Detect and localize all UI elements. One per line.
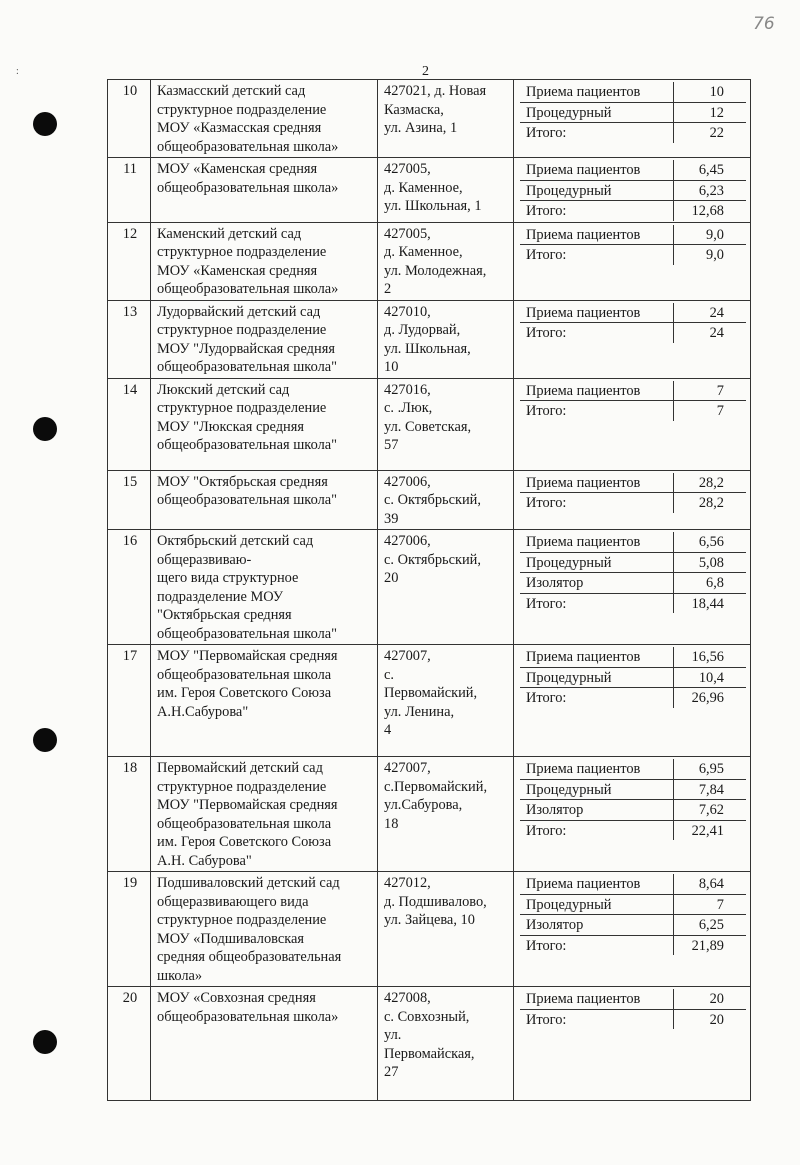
room-row xyxy=(520,82,746,102)
room-name: Приема пациентов xyxy=(520,82,674,102)
room-value: 7 xyxy=(674,894,747,915)
room-name: Изолятор xyxy=(520,915,674,936)
table-row xyxy=(108,530,751,645)
room-value: 7,62 xyxy=(674,800,747,821)
room-row xyxy=(520,401,746,421)
room-name: Приема пациентов xyxy=(520,473,674,493)
rooms-list xyxy=(520,989,746,1029)
table-row xyxy=(108,300,751,378)
room-row xyxy=(520,473,746,493)
organization-address: 427007, с.Первомайский, ул.Сабурова, 18 xyxy=(378,757,514,872)
rooms-list xyxy=(520,874,746,955)
room-row xyxy=(520,820,746,840)
rooms-list xyxy=(520,647,746,708)
rooms-list xyxy=(520,381,746,421)
table-row xyxy=(108,872,751,987)
organization-address: 427010, д. Лудорвай, ул. Школьная, 10 xyxy=(378,300,514,378)
organization-address: 427021, д. Новая Казмаска, ул. Азина, 1 xyxy=(378,80,514,158)
row-number: 12 xyxy=(108,222,151,300)
room-name: Итого: xyxy=(520,688,674,708)
rooms-list xyxy=(520,160,746,221)
room-name: Процедурный xyxy=(520,102,674,123)
room-value: 24 xyxy=(709,325,724,341)
room-name: Изолятор xyxy=(520,800,674,821)
organization-name: МОУ "Первомайская средняя общеобразовательная школа им. Героя Советского Союза А.Н.Сабурова" xyxy=(151,645,378,757)
organization-name: МОУ «Каменская средняя общеобразовательная школа» xyxy=(151,158,378,223)
room-name: Итого: xyxy=(520,1009,674,1029)
room-value: 6,45 xyxy=(674,160,747,180)
room-row xyxy=(520,667,746,688)
punch-hole-3 xyxy=(33,728,57,752)
room-value: 21,89 xyxy=(691,937,724,954)
organization-name: Октябрьский детский сад общеразвиваю- щего вида структурное подразделение МОУ "Октябрьская средняя общеобразовательная школа" xyxy=(151,530,378,645)
punch-hole-4 xyxy=(33,1030,57,1054)
row-number: 13 xyxy=(108,300,151,378)
row-number: 20 xyxy=(108,987,151,1101)
room-name: Приема пациентов xyxy=(520,225,674,245)
table-row xyxy=(108,158,751,223)
room-value: 5,08 xyxy=(674,552,747,573)
room-value: 7 xyxy=(674,381,747,401)
room-row xyxy=(520,935,746,955)
room-name: Итого: xyxy=(520,245,674,265)
room-row xyxy=(520,989,746,1009)
room-name: Процедурный xyxy=(520,779,674,800)
room-row xyxy=(520,381,746,401)
room-name: Процедурный xyxy=(520,180,674,201)
punch-hole-2 xyxy=(33,417,57,441)
organization-address: 427005, д. Каменное, ул. Молодежная, 2 xyxy=(378,222,514,300)
organization-name: Первомайский детский сад структурное подразделение МОУ "Первомайская средняя общеобразовательная школа им. Героя Советского Союза А.Н. Сабурова" xyxy=(151,757,378,872)
scan-speck: : xyxy=(16,66,19,77)
organization-address: 427006, с. Октябрьский, 39 xyxy=(378,470,514,530)
room-name: Процедурный xyxy=(520,552,674,573)
room-value: 6,56 xyxy=(674,532,747,552)
room-name: Приема пациентов xyxy=(520,989,674,1009)
room-row xyxy=(520,180,746,201)
rooms-cell xyxy=(514,872,751,987)
room-row xyxy=(520,201,746,221)
room-value: 22 xyxy=(709,125,724,141)
page-number: 2 xyxy=(422,64,429,79)
organization-name: МОУ «Совхозная средняя общеобразовательная школа» xyxy=(151,987,378,1101)
room-name: Итого: xyxy=(520,123,674,143)
rooms-cell xyxy=(514,158,751,223)
room-row xyxy=(520,102,746,123)
room-value: 28,2 xyxy=(674,473,747,493)
table-row xyxy=(108,470,751,530)
room-value: 12,68 xyxy=(691,203,724,219)
rooms-cell xyxy=(514,530,751,645)
room-row xyxy=(520,874,746,894)
room-name: Итого: xyxy=(520,323,674,343)
organization-address: 427012, д. Подшивалово, ул. Зайцева, 10 xyxy=(378,872,514,987)
room-row xyxy=(520,1009,746,1029)
row-number: 10 xyxy=(108,80,151,158)
room-value: 10 xyxy=(674,82,747,102)
room-row xyxy=(520,573,746,594)
room-value: 8,64 xyxy=(674,874,747,894)
room-name: Приема пациентов xyxy=(520,303,674,323)
table-row xyxy=(108,757,751,872)
table-row xyxy=(108,222,751,300)
room-name: Приема пациентов xyxy=(520,532,674,552)
room-row xyxy=(520,245,746,265)
organization-name: МОУ "Октябрьская средняя общеобразовательная школа" xyxy=(151,470,378,530)
room-name: Приема пациентов xyxy=(520,381,674,401)
room-value: 6,23 xyxy=(674,180,747,201)
organization-address: 427016, с. .Люк, ул. Советская, 57 xyxy=(378,378,514,470)
room-name: Процедурный xyxy=(520,894,674,915)
room-row xyxy=(520,160,746,180)
room-name: Итого: xyxy=(520,201,674,221)
room-value: 10,4 xyxy=(674,667,747,688)
room-row xyxy=(520,225,746,245)
table-row xyxy=(108,80,751,158)
room-value: 18,44 xyxy=(691,595,724,612)
room-row xyxy=(520,303,746,323)
room-value: 9,0 xyxy=(706,247,724,263)
room-row xyxy=(520,593,746,613)
room-row xyxy=(520,123,746,143)
room-value: 28,2 xyxy=(698,495,724,511)
room-row xyxy=(520,894,746,915)
room-value: 6,25 xyxy=(674,915,747,936)
room-value: 7 xyxy=(716,403,724,419)
row-number: 19 xyxy=(108,872,151,987)
room-name: Приема пациентов xyxy=(520,647,674,667)
row-number: 14 xyxy=(108,378,151,470)
rooms-cell xyxy=(514,378,751,470)
room-name: Итого: xyxy=(520,820,674,840)
room-name: Приема пациентов xyxy=(520,759,674,779)
organization-name: Лудорвайский детский сад структурное подразделение МОУ "Лудорвайская средняя общеобразовательная школа" xyxy=(151,300,378,378)
room-name: Итого: xyxy=(520,593,674,613)
corner-page-number: 76 xyxy=(753,14,775,34)
table-row xyxy=(108,378,751,470)
table-row xyxy=(108,987,751,1101)
rooms-cell xyxy=(514,222,751,300)
rooms-list xyxy=(520,82,746,143)
organization-address: 427005, д. Каменное, ул. Школьная, 1 xyxy=(378,158,514,223)
rooms-list xyxy=(520,473,746,513)
room-name: Приема пациентов xyxy=(520,874,674,894)
room-value: 9,0 xyxy=(674,225,747,245)
organization-address: 427008, с. Совхозный, ул. Первомайская, 27 xyxy=(378,987,514,1101)
room-row xyxy=(520,323,746,343)
room-value: 6,8 xyxy=(674,573,747,594)
room-name: Приема пациентов xyxy=(520,160,674,180)
rooms-cell xyxy=(514,757,751,872)
rooms-list xyxy=(520,303,746,343)
rooms-cell xyxy=(514,300,751,378)
room-value: 20 xyxy=(709,1011,724,1028)
room-name: Итого: xyxy=(520,401,674,421)
room-value: 22,41 xyxy=(691,822,724,839)
room-row xyxy=(520,800,746,821)
rooms-cell xyxy=(514,470,751,530)
row-number: 15 xyxy=(108,470,151,530)
room-row xyxy=(520,915,746,936)
rooms-cell xyxy=(514,987,751,1101)
room-value: 20 xyxy=(674,989,747,1009)
rooms-list xyxy=(520,759,746,840)
organization-name: Каменский детский сад структурное подразделение МОУ «Каменская средняя общеобразовательная школа» xyxy=(151,222,378,300)
room-value: 12 xyxy=(674,102,747,123)
room-name: Изолятор xyxy=(520,573,674,594)
room-value: 16,56 xyxy=(674,647,747,667)
room-row xyxy=(520,647,746,667)
room-name: Итого: xyxy=(520,493,674,513)
rooms-list xyxy=(520,532,746,613)
room-row xyxy=(520,552,746,573)
punch-hole-1 xyxy=(33,112,57,136)
rooms-cell xyxy=(514,645,751,757)
room-name: Итого: xyxy=(520,935,674,955)
room-name: Процедурный xyxy=(520,667,674,688)
row-number: 18 xyxy=(108,757,151,872)
row-number: 16 xyxy=(108,530,151,645)
room-row xyxy=(520,532,746,552)
rooms-cell xyxy=(514,80,751,158)
room-row xyxy=(520,779,746,800)
organization-name: Подшиваловский детский сад общеразвивающего вида структурное подразделение МОУ «Подшиваловская средняя общеобразовательная школа» xyxy=(151,872,378,987)
facilities-table xyxy=(107,79,751,1101)
room-row xyxy=(520,688,746,708)
organization-name: Люкский детский сад структурное подразделение МОУ "Люкская средняя общеобразовательная школа" xyxy=(151,378,378,470)
table-row xyxy=(108,645,751,757)
organization-name: Казмасский детский сад структурное подразделение МОУ «Казмасская средняя общеобразовательная школа» xyxy=(151,80,378,158)
organization-address: 427007, с. Первомайский, ул. Ленина, 4 xyxy=(378,645,514,757)
room-value: 7,84 xyxy=(674,779,747,800)
room-row xyxy=(520,493,746,513)
row-number: 11 xyxy=(108,158,151,223)
organization-address: 427006, с. Октябрьский, 20 xyxy=(378,530,514,645)
rooms-list xyxy=(520,225,746,265)
room-value: 6,95 xyxy=(674,759,747,779)
room-value: 26,96 xyxy=(691,690,724,706)
row-number: 17 xyxy=(108,645,151,757)
room-value: 24 xyxy=(674,303,747,323)
room-row xyxy=(520,759,746,779)
